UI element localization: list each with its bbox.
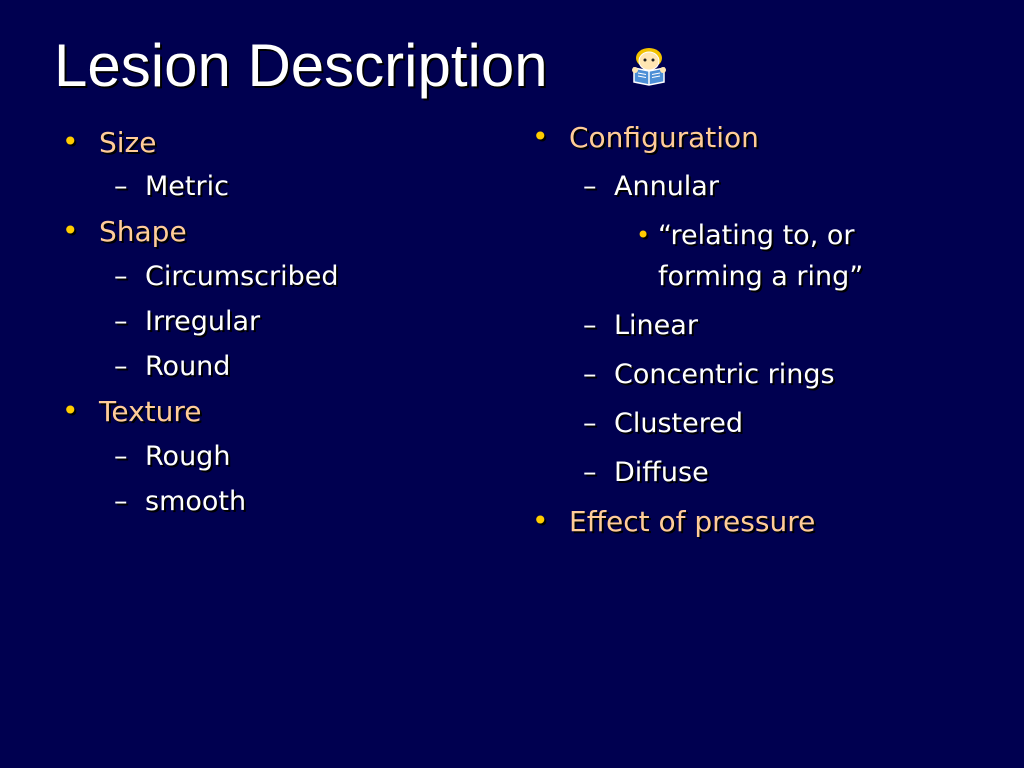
dash-marker: – (114, 306, 128, 337)
annular-definition-line-1: “relating to, or (658, 220, 855, 251)
slide-title: Lesion Description (54, 32, 548, 99)
bullet-marker: • (62, 394, 79, 427)
bullet-configuration: Configuration (569, 121, 759, 154)
bullet-marker: • (62, 125, 79, 158)
sub-item-linear: Linear (614, 310, 698, 341)
bullet-size: Size (99, 126, 157, 159)
dash-marker: – (114, 261, 128, 292)
dash-marker: – (114, 171, 128, 202)
sub-item-metric: Metric (145, 171, 229, 202)
sub-item-round: Round (145, 351, 231, 382)
dash-marker: – (583, 171, 597, 202)
sub-bullet-marker: • (636, 221, 651, 249)
sub-item-clustered: Clustered (614, 408, 743, 439)
sub-item-irregular: Irregular (145, 306, 261, 337)
dash-marker: – (114, 351, 128, 382)
annular-definition-line-2: forming a ring” (658, 261, 864, 292)
sub-item-annular: Annular (614, 171, 719, 202)
bullet-shape: Shape (99, 215, 187, 248)
dash-marker: – (583, 457, 597, 488)
bullet-marker: • (532, 120, 549, 153)
sub-item-smooth: smooth (145, 486, 247, 517)
sub-item-circumscribed: Circumscribed (145, 261, 339, 292)
reader-icon (630, 46, 668, 86)
bullet-marker: • (532, 504, 549, 537)
dash-marker: – (114, 486, 128, 517)
sub-item-concentric-rings: Concentric rings (614, 359, 835, 390)
bullet-effect-of-pressure: Effect of pressure (569, 505, 816, 538)
sub-item-diffuse: Diffuse (614, 457, 709, 488)
sub-item-rough: Rough (145, 441, 231, 472)
dash-marker: – (583, 310, 597, 341)
bullet-texture: Texture (99, 395, 202, 428)
bullet-marker: • (62, 214, 79, 247)
reader-clipart (630, 46, 668, 86)
dash-marker: – (583, 359, 597, 390)
dash-marker: – (114, 441, 128, 472)
dash-marker: – (583, 408, 597, 439)
